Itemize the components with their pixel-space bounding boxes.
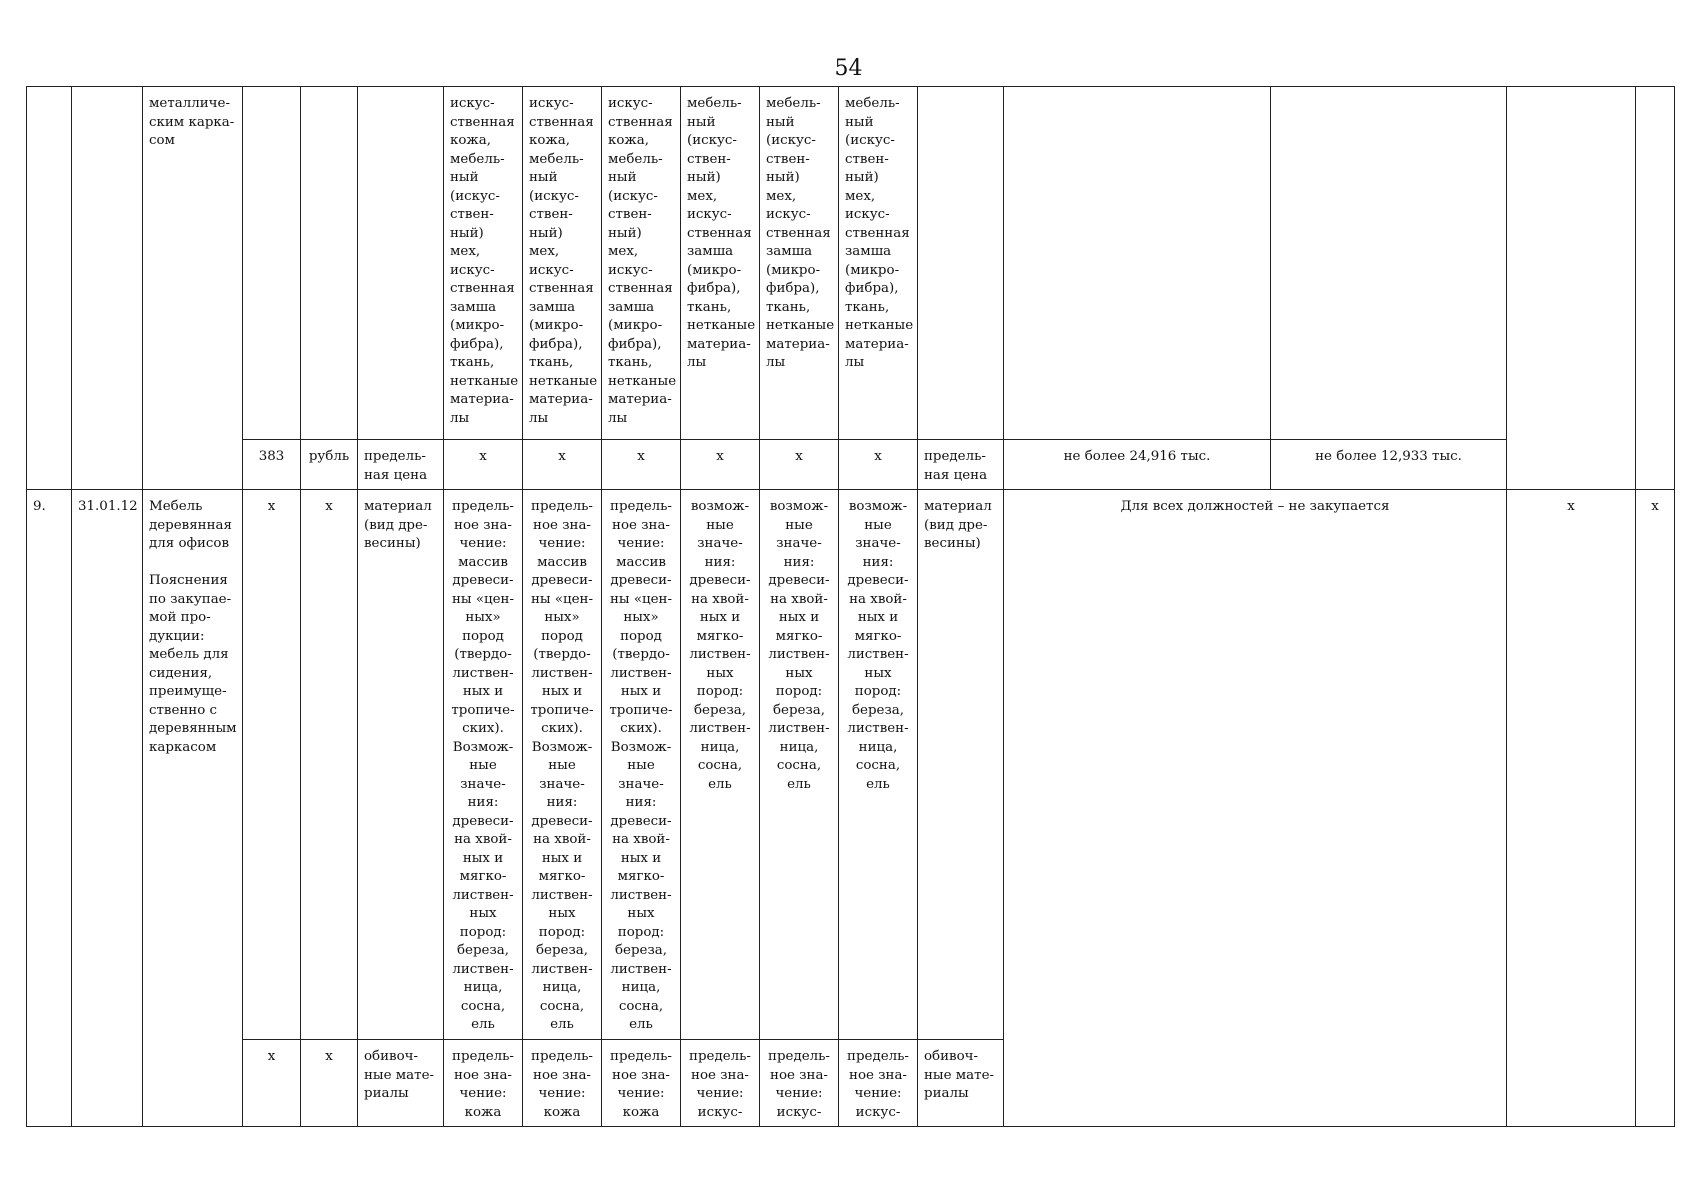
value-cell-4: предель- ное зна- чение: искус- <box>681 1040 760 1127</box>
product-name-cell: Мебель деревянная для офисов Пояснения по закупае- мой про- дукции: мебель для сидения, преимуще- ственно с деревянным каркасом <box>143 490 243 1127</box>
value-cell-6: x <box>839 440 918 490</box>
page-number: 54 <box>834 56 863 81</box>
value-cell-1: предель- ное зна- чение: массив древеси- ны «цен- ных» пород (твердо- листвен- ных и тропиче- ских). Возмож- ные значе- ния: древеси- на хвой- ных и мягко- листвен- ных пород: береза, листвен- ница, сосна, ель <box>444 490 523 1040</box>
not-purchased-cell: Для всех должностей – не закупается <box>1004 490 1507 1127</box>
price-limit-cell-2: не более 12,933 тыс. <box>1271 440 1507 490</box>
unit-name-cell: x <box>301 490 358 1040</box>
product-name-cell: металличе- ским карка- сом <box>143 87 243 490</box>
value-cell-6: предель- ное зна- чение: искус- <box>839 1040 918 1127</box>
unit-name-cell: x <box>301 1040 358 1127</box>
value-cell-1: предель- ное зна- чение: кожа <box>444 1040 523 1127</box>
value-cell-5: возмож- ные значе- ния: древеси- на хвой- ных и мягко- листвен- ных пород: береза, листвен- ница, сосна, ель <box>760 490 839 1040</box>
value-cell-3: предель- ное зна- чение: кожа <box>602 1040 681 1127</box>
characteristic-cell <box>358 87 444 440</box>
value-cell-3: предель- ное зна- чение: массив древеси- ны «цен- ных» пород (твердо- листвен- ных и тропиче- ских). Возмож- ные значе- ния: древеси- на хвой- ных и мягко- листвен- ных пород: береза, листвен- ница, сосна, ель <box>602 490 681 1040</box>
unit-name-cell: рубль <box>301 440 358 490</box>
row-number-cell: 9. <box>27 490 72 1127</box>
justification-cell: x <box>1507 490 1636 1127</box>
price-limit-cell-1: не более 24,916 тыс. <box>1004 440 1271 490</box>
value-cell-4: x <box>681 440 760 490</box>
table-row <box>27 440 1675 490</box>
value-cell-6: мебель- ный (искус- ствен- ный) мех, искус- ственная замша (микро- фибра), ткань, нетканые материа- лы <box>839 87 918 440</box>
characteristic-cell: материал (вид дре- весины) <box>358 490 444 1040</box>
value-cell-2: искус- ственная кожа, мебель- ный (искус- ствен- ный) мех, искус- ственная замша (микро- фибра), ткань, нетканые материа- лы <box>523 87 602 440</box>
okei-code-cell: x <box>243 1040 301 1127</box>
okei-code-cell: 383 <box>243 440 301 490</box>
okpd-code-cell <box>72 87 143 490</box>
value-cell-6: возмож- ные значе- ния: древеси- на хвой- ных и мягко- листвен- ных пород: береза, листвен- ница, сосна, ель <box>839 490 918 1040</box>
unit-name-cell <box>301 87 358 440</box>
value-cell-5: предель- ное зна- чение: искус- <box>760 1040 839 1127</box>
requirement-cell-1 <box>1004 87 1271 440</box>
value-cell-5: x <box>760 440 839 490</box>
value-cell-3: искус- ственная кожа, мебель- ный (искус- ствен- ный) мех, искус- ственная замша (микро- фибра), ткань, нетканые материа- лы <box>602 87 681 440</box>
characteristic-cell: предель- ная цена <box>358 440 444 490</box>
value-cell-5: мебель- ный (искус- ствен- ный) мех, искус- ственная замша (микро- фибра), ткань, нетканые материа- лы <box>760 87 839 440</box>
value-cell-2: предель- ное зна- чение: кожа <box>523 1040 602 1127</box>
value-cell-4: мебель- ный (искус- ствен- ный) мех, искус- ственная замша (микро- фибра), ткань, нетканые материа- лы <box>681 87 760 440</box>
characteristic-cell-2 <box>918 87 1004 440</box>
okpd-code-cell: 31.01.12 <box>72 490 143 1127</box>
characteristic-cell-2: предель- ная цена <box>918 440 1004 490</box>
value-cell-2: x <box>523 440 602 490</box>
value-cell-1: искус- ственная кожа, мебель- ный (искус- ствен- ный) мех, искус- ственная замша (микро- фибра), ткань, нетканые материа- лы <box>444 87 523 440</box>
characteristic-cell: обивоч- ные мате- риалы <box>358 1040 444 1127</box>
value-cell-3: x <box>602 440 681 490</box>
value-cell-4: возмож- ные значе- ния: древеси- на хвой- ных и мягко- листвен- ных пород: береза, листвен- ница, сосна, ель <box>681 490 760 1040</box>
characteristic-cell-2: материал (вид дре- весины) <box>918 490 1004 1040</box>
requirement-cell-2 <box>1271 87 1507 440</box>
value-cell-2: предель- ное зна- чение: массив древеси- ны «цен- ных» пород (твердо- листвен- ных и тропиче- ских). Возмож- ные значе- ния: древеси- на хвой- ных и мягко- листвен- ных пород: береза, листвен- ница, сосна, ель <box>523 490 602 1040</box>
table-row <box>27 87 1675 440</box>
value-cell-1: x <box>444 440 523 490</box>
function-cell: x <box>1636 490 1675 1127</box>
function-cell <box>1636 87 1675 490</box>
justification-cell <box>1507 87 1636 490</box>
characteristic-cell-2: обивоч- ные мате- риалы <box>918 1040 1004 1127</box>
okei-code-cell: x <box>243 490 301 1040</box>
table-row <box>27 490 1675 1040</box>
row-number-cell <box>27 87 72 490</box>
okei-code-cell <box>243 87 301 440</box>
requirements-table <box>26 86 1675 1127</box>
